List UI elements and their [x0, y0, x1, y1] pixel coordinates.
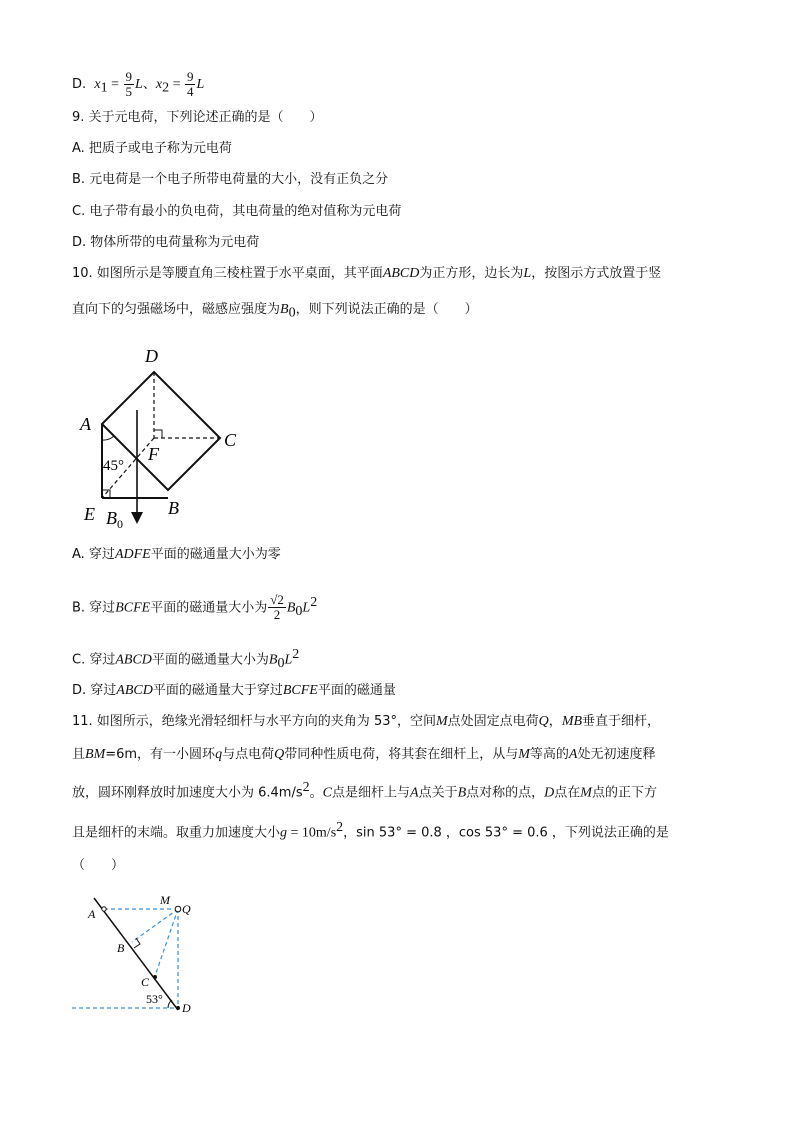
label-f: F — [148, 444, 159, 464]
q11-answer-blank: （ ） — [72, 858, 125, 873]
fraction-9-4: $\frac{9}{4}$ — [186, 69, 194, 99]
right-angle-f — [154, 430, 162, 438]
insulated-rod — [94, 898, 178, 1010]
q11-stem-line1: 11. 如图所示，绝缘光滑轻细杆与水平方向的夹角为 53°，空间M点处固定点电荷Q，MB垂直于细杆， — [72, 714, 661, 729]
q10-option-d[interactable]: D. 穿过ABCD平面的磁通量大于穿过BCFE平面的磁通量 — [72, 683, 396, 698]
q10-stem-line2: 直向下的匀强磁场中，磁感应强度为$B_0$，则下列说法正确的是（ ） — [72, 302, 478, 321]
label-c: C — [224, 430, 237, 450]
angle-arc-45 — [102, 436, 114, 440]
label-a: A — [88, 907, 96, 921]
q10-option-b[interactable]: B. 穿过BCFE平面的磁通量大小为 $\frac{√2}{2}$ $B_0L^2$ — [72, 592, 318, 623]
label-c: C — [141, 975, 150, 989]
q10-option-a[interactable]: A. 穿过ADFE平面的磁通量大小为零 — [72, 547, 281, 562]
label-a: A — [80, 414, 91, 434]
q10-stem-line1: 10. 如图所示是等腰直角三棱柱置于水平桌面，其平面ABCD为正方形，边长为L，按图示方式放置于竖 — [72, 266, 662, 281]
ring-q-point-a — [102, 907, 106, 911]
q9-option-a[interactable]: A. 把质子或电子称为元电荷 — [72, 141, 232, 156]
q9-option-c[interactable]: C. 电子带有最小的负电荷，其电荷量的绝对值称为元电荷 — [72, 204, 402, 219]
line-mb — [132, 909, 178, 942]
q11-rod-figure — [66, 888, 206, 1018]
q10-prism-figure — [70, 340, 260, 530]
q10-option-c[interactable]: C. 穿过ABCD平面的磁通量大小为$B_0L^2$ — [72, 647, 300, 671]
point-d — [176, 1006, 180, 1010]
q8-option-d[interactable]: D. $x_1$ = $\frac{9}{5}$ L、$x_2$ = $\frac{9}{4}$ L — [72, 69, 205, 99]
label-m: M — [160, 893, 170, 907]
fraction-9-5: $\frac{9}{5}$ — [125, 69, 133, 99]
q11-stem-line3: 放，圆环刚释放时加速度大小为 $6.4m/s^2$。C点是细杆上与A点关于B点对称的点，D点在M点的正下方 — [72, 780, 657, 801]
label-b0: $B_0$ — [106, 508, 123, 530]
label-angle-53: 53° — [146, 992, 163, 1006]
q11-stem-line2: 且BM=6m，有一小圆环q与点电荷Q带同种性质电荷，将其套在细杆上，从与M等高的A处无初速度释 — [72, 747, 656, 762]
label-angle-45: 45° — [103, 458, 124, 474]
q9-option-b[interactable]: B. 元电荷是一个电子所带电荷量的大小，没有正负之分 — [72, 172, 389, 187]
label-d: D — [182, 1001, 191, 1015]
q9-stem: 9. 关于元电荷，下列论述正确的是（ ） — [72, 110, 323, 125]
label-b: B — [168, 498, 179, 518]
fraction-sqrt2-over-2: $\frac{√2}{2}$ — [270, 592, 284, 623]
point-c — [153, 975, 157, 979]
label-q: Q — [182, 902, 191, 916]
label-e: E — [84, 504, 95, 524]
label-b: B — [117, 941, 125, 955]
q9-option-d[interactable]: D. 物体所带的电荷量称为元电荷 — [72, 235, 260, 250]
charge-q-point — [175, 906, 181, 912]
label-d: D — [145, 346, 158, 366]
q11-stem-line4: 且是细杆的末端。取重力加速度大小$g = 10m/s^2$，sin 53° = 0.8 ，cos 53° = 0.6 ，下列说法正确的是 — [72, 820, 669, 841]
line-mc — [155, 909, 178, 976]
field-arrow-head — [131, 512, 143, 524]
